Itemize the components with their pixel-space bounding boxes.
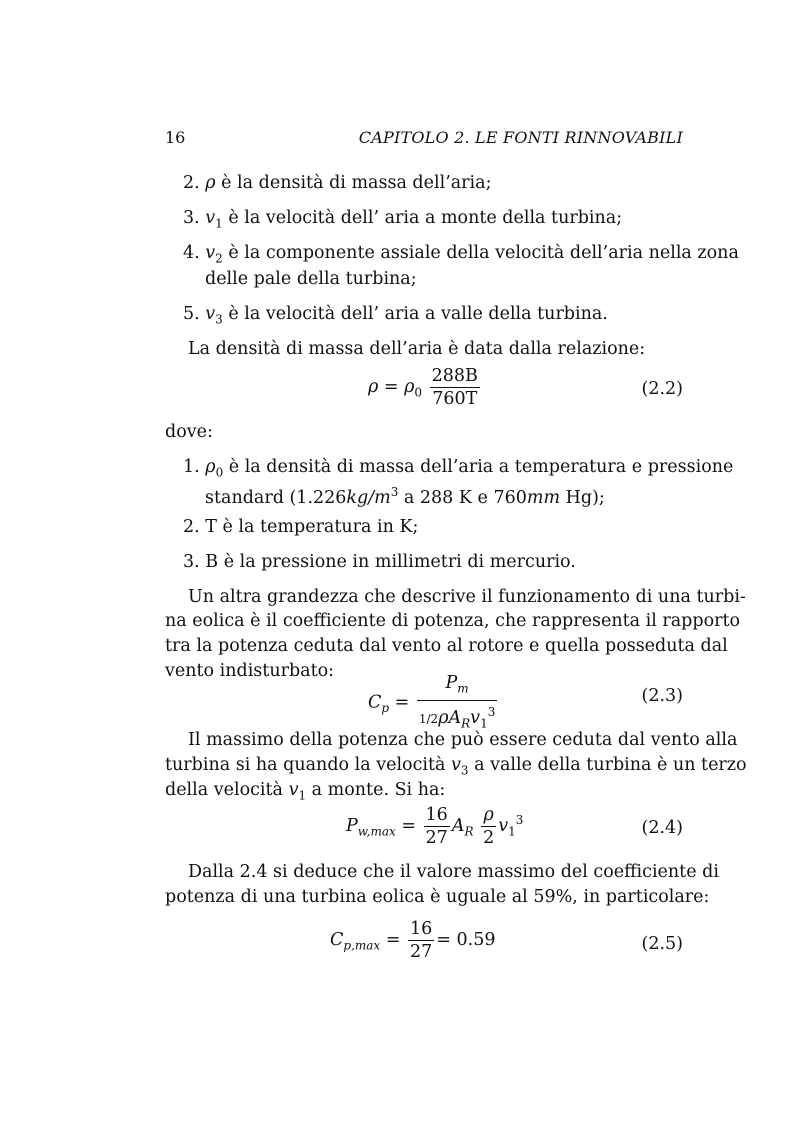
page-number: 16 — [165, 128, 186, 147]
list-item: 4. $v_2$ è la componente assiale della velocità dell’aria nella zona — [183, 243, 739, 266]
equation-number: (2.2) — [641, 379, 683, 399]
paragraph-line: della velocità $v_1$ a monte. Si ha: — [165, 780, 446, 803]
list-item-continuation: delle pale della turbina; — [205, 269, 417, 289]
paragraph-line: na eolica è il coefficiente di potenza, che rappresenta il rapporto — [165, 611, 741, 631]
list-item: 1. $\rho_0$ è la densità di massa dell’aria a temperatura e pressione — [183, 457, 734, 480]
equation-number: (2.4) — [641, 818, 683, 838]
paragraph-line: Dalla 2.4 si deduce che il valore massimo del coefficiente di — [188, 862, 719, 882]
list-item: 3. B è la pressione in millimetri di mercurio. — [183, 552, 576, 572]
list-item: 5. $v_3$ è la velocità dell’ aria a valle della turbina. — [183, 304, 608, 327]
equation-2-5: $C_{p,max}$ = $\frac{16}{27}$ = 0.59 — [330, 919, 496, 962]
paragraph: dove: — [165, 422, 213, 442]
paragraph-line: vento indisturbato: — [165, 661, 335, 681]
chapter-title: CAPITOLO 2. LE FONTI RINNOVABILI — [358, 128, 683, 147]
equation-2-2: $\rho = \rho_0$ $\frac{288B}{760T}$ — [368, 366, 478, 409]
paragraph: La densità di massa dell’aria è data dalla relazione: — [188, 339, 646, 359]
list-item-continuation: standard ($1.226kg/m^3$ a 288 K e 760mm Hg); — [205, 485, 605, 508]
paragraph-line: Il massimo della potenza che può essere ceduta dal vento alla — [188, 730, 738, 750]
equation-2-4: $P_{w,max}$ = $\frac{16}{27}$ $A_R$ $\frac{\rho}{2}$ $v_1^3$ — [346, 805, 524, 848]
paragraph-line: turbina si ha quando la velocità $v_3$ a valle della turbina è un terzo — [165, 755, 747, 778]
equation-number: (2.5) — [641, 934, 683, 954]
running-header — [165, 128, 683, 150]
equation-2-3: $C_p$ = $\frac{P_m}{1/2\rho A_Rv_1^3}$ — [368, 673, 496, 730]
list-item: 2. T è la temperatura in K; — [183, 517, 419, 537]
paragraph-line: potenza di una turbina eolica è uguale al 59%, in particolare: — [165, 887, 710, 907]
paragraph-line: tra la potenza ceduta dal vento al rotore e quella posseduta dal — [165, 636, 728, 656]
list-item: 3. $v_1$ è la velocità dell’ aria a monte della turbina; — [183, 208, 623, 231]
paragraph-line: Un altra grandezza che descrive il funzionamento di una turbi- — [188, 587, 746, 607]
equation-number: (2.3) — [641, 686, 683, 706]
list-item: 2. ρ è la densità di massa dell’aria; — [183, 173, 492, 193]
